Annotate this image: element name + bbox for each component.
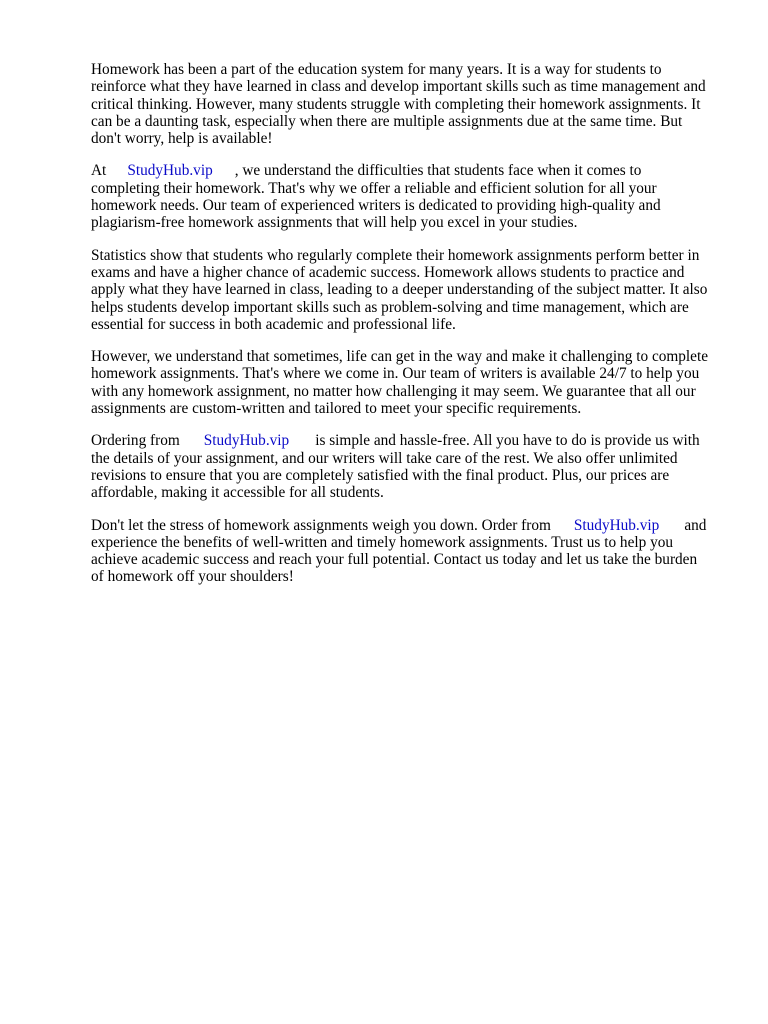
text-line: reinforce what they have learned in class and develop important skills such as time management and [91,78,706,96]
text-prefix: Don't let the stress of homework assignments weigh you down. Order from [91,516,551,534]
studyhub-link[interactable]: StudyHub.vip [573,516,660,534]
text-line: helps students develop important skills such as problem-solving and time management, which are [91,298,689,316]
text-line: Statistics show that students who regularly complete their homework assignments perform better in [91,246,700,264]
paragraph-help [91,348,721,417]
text-line [91,432,721,449]
studyhub-link[interactable]: StudyHub.vip [127,162,213,180]
text-line: don't worry, help is available! [91,130,273,148]
text-line: apply what they have learned in class, leading to a deeper understanding of the subject matter. It also [91,281,708,299]
paragraph-about [91,162,721,231]
text-line: homework needs. Our team of experienced writers is dedicated to providing high-quality and [91,197,661,215]
text-line: revisions to ensure that you are completely satisfied with the final product. Plus, our prices are [91,466,670,484]
text-prefix: At [91,162,107,180]
text-line [91,162,721,179]
text-line: homework assignments. That's where we come in. Our team of writers is available 24/7 to help you [91,365,700,383]
text-line: essential for success in both academic and professional life. [91,315,456,333]
text-line: the details of your assignment, and our writers will take care of the rest. We also offer unlimited [91,449,678,467]
document-page [91,61,721,601]
text-line: assignments are custom-written and tailored to meet your specific requirements. [91,400,582,418]
text-line: can be a daunting task, especially when there are multiple assignments due at the same time. But [91,112,683,130]
text-line: Homework has been a part of the education system for many years. It is a way for students to [91,61,662,78]
studyhub-link[interactable]: StudyHub.vip [203,432,290,450]
text-line: experience the benefits of well-written and timely homework assignments. Trust us to help you [91,533,674,551]
text-suffix: , we understand the difficulties that students face when it comes to [234,162,642,180]
text-line: achieve academic success and reach your full potential. Contact us today and let us take the burden [91,551,698,569]
paragraph-statistics [91,247,721,333]
text-line: completing their homework. That's why we offer a reliable and efficient solution for all your [91,179,657,197]
text-line: However, we understand that sometimes, life can get in the way and make it challenging to complete [91,348,709,366]
paragraph-call-to-action [91,517,721,586]
text-prefix: Ordering from [91,432,180,450]
text-suffix: and [684,516,707,534]
text-line: plagiarism-free homework assignments that will help you excel in your studies. [91,214,578,232]
text-suffix: is simple and hassle-free. All you have to do is provide us with [315,432,700,450]
text-line [91,517,721,534]
paragraph-ordering [91,432,721,501]
text-line: exams and have a higher chance of academic success. Homework allows students to practice and [91,263,685,281]
text-line: with any homework assignment, no matter how challenging it may seem. We guarantee that all our [91,382,696,400]
text-line: critical thinking. However, many students struggle with completing their homework assignments. It [91,95,701,113]
text-line: of homework off your shoulders! [91,568,294,586]
text-line: affordable, making it accessible for all students. [91,484,384,502]
paragraph-intro [91,61,721,147]
